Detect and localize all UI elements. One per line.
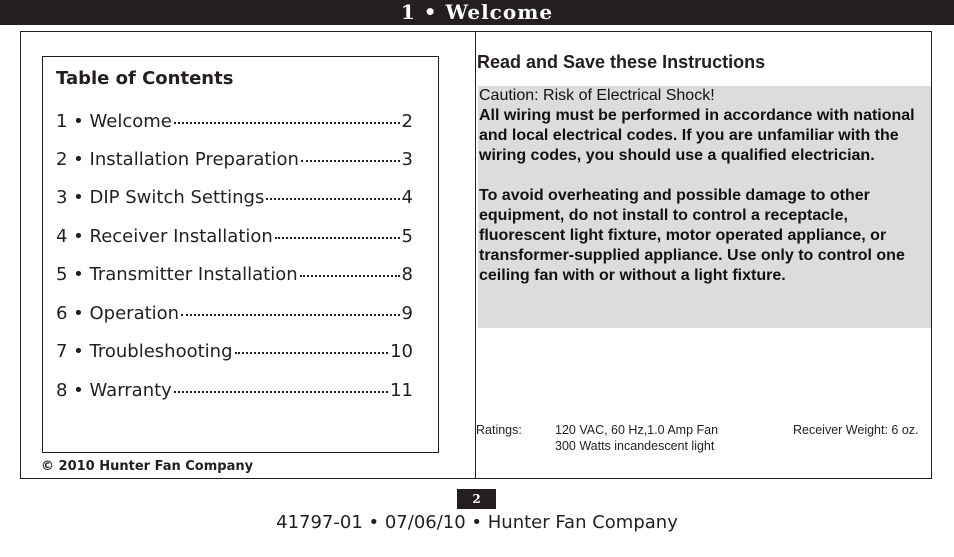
- toc-entry-page: 8: [401, 264, 413, 285]
- toc-leader-dots: [174, 122, 400, 124]
- toc-leader-dots: [300, 275, 400, 277]
- toc-entry-label: 1 • Welcome: [56, 111, 172, 132]
- toc-leader-dots: [266, 198, 399, 200]
- page-number-badge: [457, 489, 496, 509]
- ratings-light: 300 Watts incandescent light: [555, 439, 715, 453]
- ratings-values: [555, 422, 718, 454]
- toc-entry-label: 2 • Installation Preparation: [56, 149, 299, 170]
- toc-entry-warranty[interactable]: [56, 380, 413, 406]
- ratings-label: Ratings:: [476, 423, 522, 437]
- toc-entry-page: 5: [401, 226, 413, 247]
- document-footer: 41797-01 • 07/06/10 • Hunter Fan Company: [276, 512, 678, 533]
- receiver-weight: Receiver Weight: 6 oz.: [793, 423, 919, 437]
- page-number: 2: [472, 492, 481, 506]
- toc-entry-label: 3 • DIP Switch Settings: [56, 187, 265, 208]
- toc-entry-troubleshooting[interactable]: [56, 341, 413, 367]
- copyright-notice: © 2010 Hunter Fan Company: [41, 459, 254, 474]
- paragraph-spacer: [479, 166, 929, 186]
- toc-entry-transmitter-installation[interactable]: [56, 264, 413, 290]
- toc-entry-welcome[interactable]: [56, 111, 413, 137]
- toc-entry-operation[interactable]: [56, 303, 413, 329]
- caution-paragraph-wiring: All wiring must be performed in accordance with national and local electrical codes. If you are unfamiliar with the wiring codes, you should use a qualified electrician.: [479, 107, 915, 164]
- ratings-fan: 120 VAC, 60 Hz,1.0 Amp Fan: [555, 423, 719, 437]
- toc-entry-label: 8 • Warranty: [56, 380, 172, 401]
- toc-leader-dots: [181, 314, 399, 316]
- toc-entry-label: 7 • Troubleshooting: [56, 341, 233, 362]
- toc-entry-page: 4: [401, 187, 413, 208]
- toc-leader-dots: [275, 237, 400, 239]
- instructions-title: Read and Save these Instructions: [477, 52, 766, 72]
- toc-leader-dots: [235, 352, 389, 354]
- toc-entry-label: 5 • Transmitter Installation: [56, 264, 298, 285]
- toc-entry-page: 3: [401, 149, 413, 170]
- toc-title: Table of Contents: [56, 68, 234, 89]
- toc-entry-label: 4 • Receiver Installation: [56, 226, 273, 247]
- toc-entry-page: 10: [390, 341, 413, 362]
- section-title: 1 • Welcome: [400, 0, 554, 24]
- table-of-contents: [42, 56, 439, 453]
- caution-box: [478, 86, 931, 328]
- section-header: [0, 0, 954, 25]
- toc-entry-installation-preparation[interactable]: [56, 149, 413, 175]
- caution-heading: Caution: Risk of Electrical Shock!: [479, 87, 715, 104]
- toc-entry-page: 2: [401, 111, 413, 132]
- toc-leader-dots: [174, 391, 388, 393]
- toc-entry-page: 11: [390, 380, 413, 401]
- toc-entry-dip-switch-settings[interactable]: [56, 187, 413, 213]
- toc-entry-page: 9: [401, 303, 413, 324]
- toc-entry-receiver-installation[interactable]: [56, 226, 413, 252]
- toc-entry-label: 6 • Operation: [56, 303, 180, 324]
- column-divider: [475, 31, 476, 479]
- caution-paragraph-overheating: To avoid overheating and possible damage to other equipment, do not install to control a receptacle, fluorescent light fixture, motor operated appliance, or transformer-supplied appliance. Use only to control one ceiling fan with or without a light fixture.: [479, 187, 905, 284]
- toc-leader-dots: [301, 160, 400, 162]
